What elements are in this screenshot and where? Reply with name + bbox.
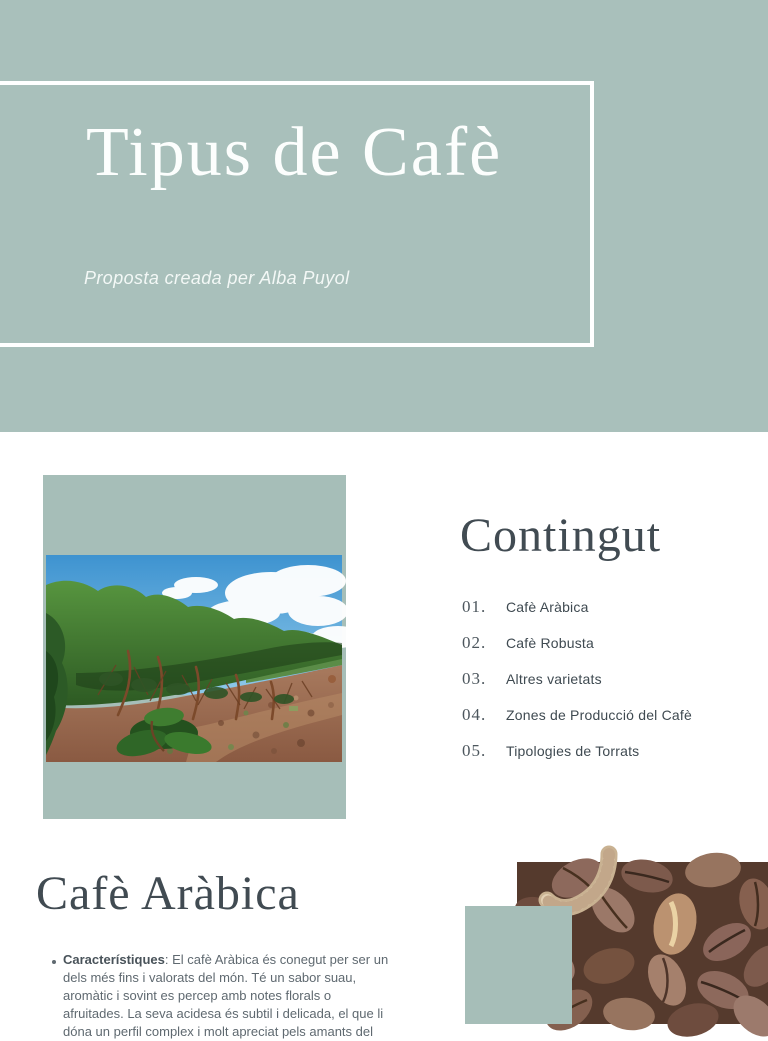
contents-item	[462, 669, 692, 688]
contents-item-number: 04.	[462, 705, 487, 724]
paragraph-bold-label: Característiques	[63, 952, 165, 967]
paragraph-line: dels més fins i valorats del món. Té un sabor suau,	[63, 970, 357, 985]
contents-item-number: 01.	[462, 597, 487, 616]
contents-item	[462, 597, 692, 616]
contents-list	[462, 597, 692, 777]
arabica-paragraph	[63, 951, 393, 1041]
contents-item	[462, 705, 692, 724]
contents-item-label: Tipologies de Torrats	[506, 743, 640, 759]
contents-item	[462, 741, 692, 760]
contents-item-number: 03.	[462, 669, 487, 688]
contents-item-label: Cafè Aràbica	[506, 599, 589, 615]
sage-accent-rectangle	[465, 906, 572, 1024]
paragraph-line: aromàtic i sovint es percep amb notes florals o	[63, 988, 332, 1003]
contents-item	[462, 633, 692, 652]
paragraph-line: afruitades. La seva acidesa és subtil i delicada, el que li	[63, 1006, 384, 1021]
section-heading: Cafè Aràbica	[36, 867, 300, 920]
paragraph-line: dóna un perfil complex i molt apreciat pels amants del	[63, 1024, 373, 1039]
bullet-dot	[52, 960, 56, 964]
plantation-card	[43, 475, 346, 819]
coffee-plantation-photo	[46, 555, 342, 762]
contents-item-label: Zones de Producció del Cafè	[506, 707, 692, 723]
deck-subtitle: Proposta creada per Alba Puyol	[84, 268, 350, 288]
deck-title: Tipus de Cafè	[86, 114, 503, 191]
paragraph-line: Característiques: El cafè Aràbica és conegut per ser un	[63, 952, 389, 967]
contents-item-label: Altres varietats	[506, 671, 602, 687]
contents-item-label: Cafè Robusta	[506, 635, 595, 651]
title-slide	[0, 0, 768, 432]
contents-item-number: 05.	[462, 741, 487, 760]
contents-heading: Contingut	[460, 509, 662, 562]
contents-item-number: 02.	[462, 633, 487, 652]
